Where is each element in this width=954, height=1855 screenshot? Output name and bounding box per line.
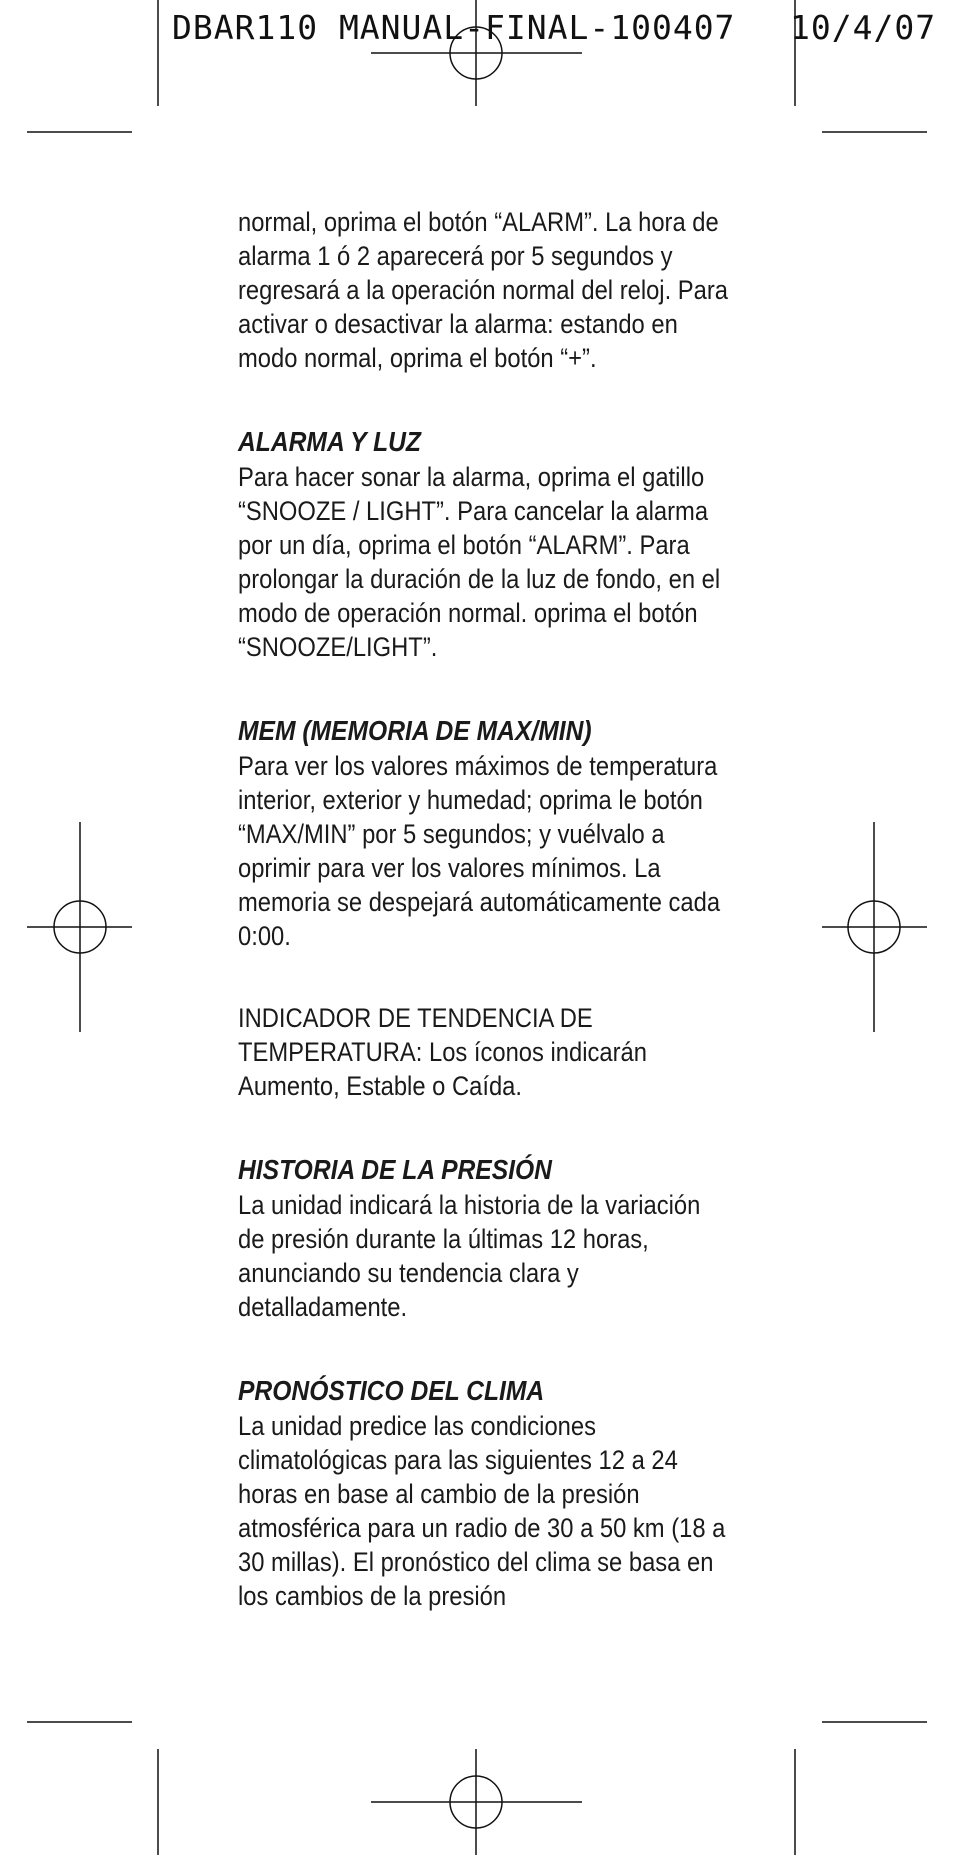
section-heading-weather-forecast: PRONÓSTICO DEL CLIMA — [238, 1375, 545, 1406]
slug-date: 10/4/07 — [790, 8, 937, 47]
print-slug-line — [172, 8, 937, 48]
section-heading-alarm-light: ALARMA Y LUZ — [238, 426, 421, 457]
slug-filename: DBAR110 MANUAL-FINAL-100407 — [172, 8, 736, 47]
section-body-temperature-trend: INDICADOR DE TENDENCIA DE TEMPERATURA: Los íconos indicarán Aumento, Estable o Caída. — [238, 1003, 647, 1101]
section-body-weather-forecast: La unidad predice las condiciones climatológicas para las siguientes 12 a 24 horas en base al cambio de la presión atmosférica para un radio de 30 a 50 km (18 a 30 millas). El pronóstico del clima se basa en los cambios de la presión — [238, 1411, 726, 1611]
intro-paragraph: normal, oprima el botón “ALARM”. La hora de alarma 1 ó 2 aparecerá por 5 segundos y regresará a la operación normal del reloj. Para activar o desactivar la alarma: estando en modo normal, oprima el botón “+”. — [238, 207, 728, 373]
section-heading-max-min-memory: MEM (MEMORIA DE MAX/MIN) — [238, 715, 592, 746]
section-body-pressure-history: La unidad indicará la historia de la variación de presión durante la últimas 12 horas, anunciando su tendencia clara y detalladamente. — [238, 1190, 701, 1322]
section-body-max-min-memory: Para ver los valores máximos de temperatura interior, exterior y humedad; oprima le botón “MAX/MIN” por 5 segundos; y vuélvalo a oprimir para ver los valores mínimos. La memoria se despejará automáticamente cada 0:00. — [238, 751, 721, 951]
section-heading-pressure-history: HISTORIA DE LA PRESIÓN — [238, 1154, 552, 1185]
manual-page-content — [238, 205, 728, 1613]
section-body-alarm-light: Para hacer sonar la alarma, oprima el gatillo “SNOOZE / LIGHT”. Para cancelar la alarma por un día, oprima el botón “ALARM”. Para prolongar la duración de la luz de fondo, en el modo de operación normal. oprima el botón “SNOOZE/LIGHT”. — [238, 462, 721, 662]
